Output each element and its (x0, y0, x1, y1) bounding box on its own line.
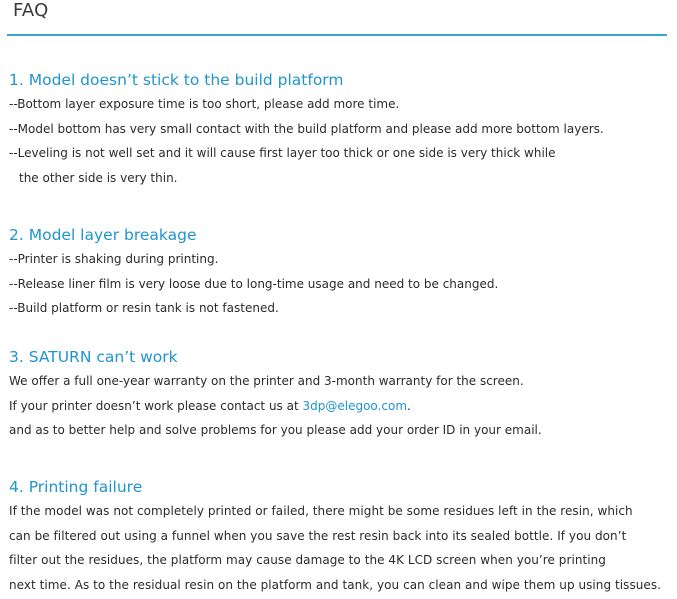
section-title: 3. SATURN can’t work (9, 348, 178, 366)
answer-line: next time. As to the residual resin on the platform and tank, you can clean and wipe them up using tissues. (9, 577, 661, 592)
contact-text-suffix: . (407, 398, 411, 413)
section-title: 1. Model doesn’t stick to the build platform (9, 71, 344, 89)
section-title: 4. Printing failure (9, 478, 143, 496)
answer-line: filter out the residues, the platform may cause damage to the 4K LCD screen when you’re printing (9, 553, 606, 567)
section-title: 2. Model layer breakage (9, 226, 197, 244)
header-divider (7, 34, 667, 36)
answer-line: the other side is very thin. (19, 170, 178, 185)
faq-section-2 (9, 224, 673, 321)
answer-line: --Leveling is not well set and it will cause first layer too thick or one side is very thick while (9, 146, 556, 160)
contact-text: If your printer doesn’t work please contact us at (9, 398, 303, 413)
answer-line: --Printer is shaking during printing. (9, 252, 219, 266)
answer-line: can be filtered out using a funnel when you save the rest resin back into its sealed bottle. If you don’t (9, 528, 627, 543)
faq-section-1 (9, 69, 673, 190)
answer-line: --Release liner film is very loose due to long-time usage and need to be changed. (9, 276, 499, 291)
answer-line (9, 394, 673, 419)
answer-line: --Build platform or resin tank is not fastened. (9, 301, 279, 315)
faq-section-4 (9, 476, 673, 597)
answer-line: --Model bottom has very small contact with the build platform and please add more bottom layers. (9, 121, 604, 136)
answer-line: --Bottom layer exposure time is too short, please add more time. (9, 97, 400, 111)
answer-line: We offer a full one-year warranty on the printer and 3-month warranty for the screen. (9, 374, 524, 388)
page-title: FAQ (13, 0, 49, 21)
answer-line: If the model was not completely printed or failed, there might be some residues left in the resin, which (9, 504, 633, 518)
faq-section-3 (9, 346, 673, 443)
support-email-link[interactable]: 3dp@elegoo.com (302, 398, 408, 413)
answer-line: and as to better help and solve problems for you please add your order ID in your email. (9, 423, 542, 437)
